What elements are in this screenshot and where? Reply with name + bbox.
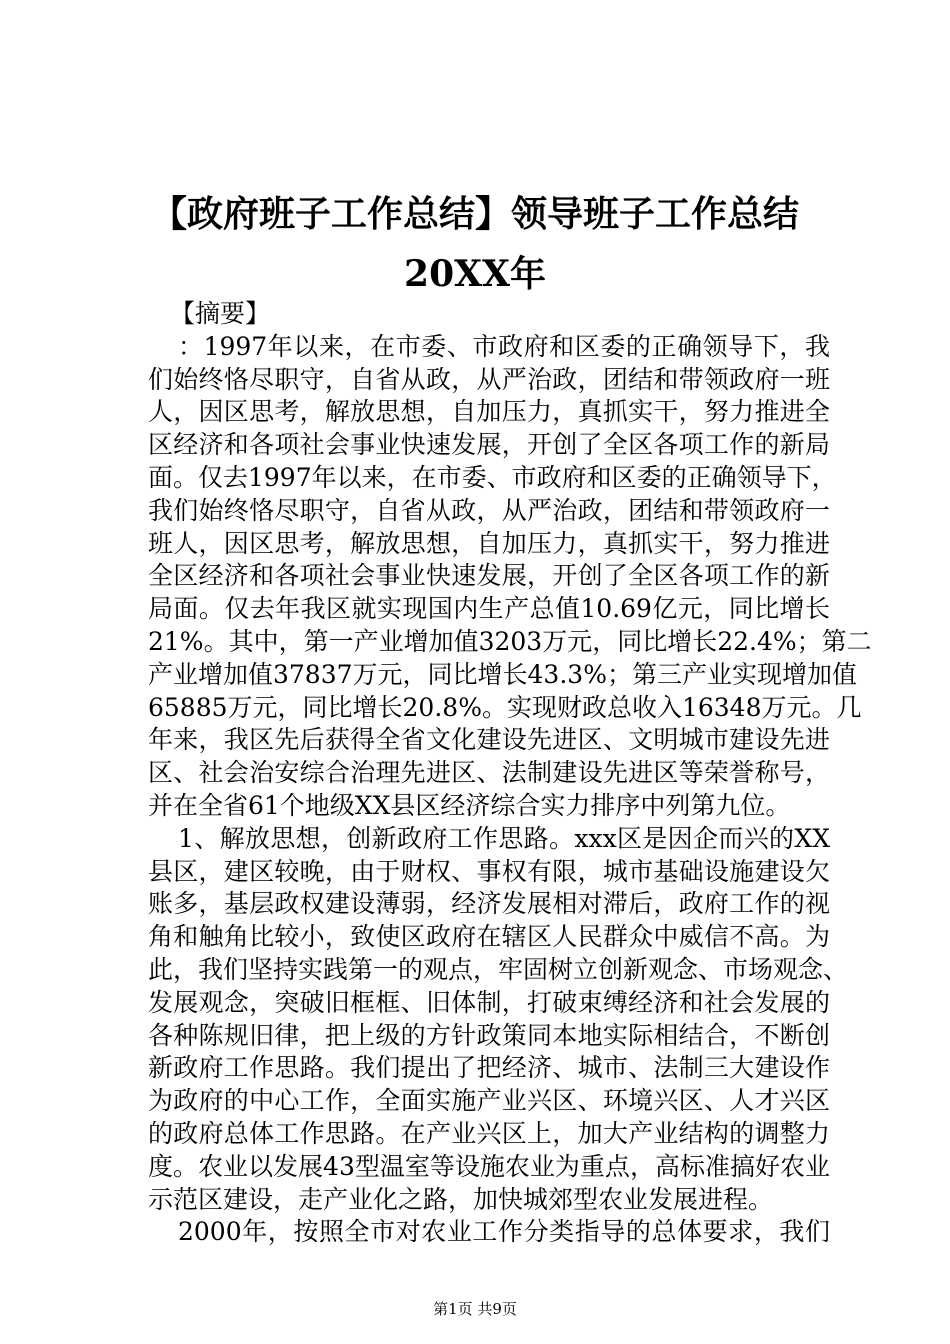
paragraph-line: 65885万元，同比增长20.8%。实现财政总收入16348万元。几 bbox=[148, 692, 862, 722]
paragraph-line: 此，我们坚持实践第一的观点，牢固树立创新观念、市场观念、 bbox=[148, 954, 849, 984]
paragraph-line: 各种陈规旧律，把上级的方针政策同本地实际相结合，不断创 bbox=[148, 1020, 830, 1050]
paragraph-line: 们始终恪尽职守，自省从政，从严治政，团结和带领政府一班 bbox=[148, 364, 830, 394]
paragraph-line: 账多，基层政权建设薄弱，经济发展相对滞后，政府工作的视 bbox=[148, 889, 830, 919]
paragraph-line: 度。农业以发展43型温室等设施农业为重点，高标准搞好农业 bbox=[148, 1151, 830, 1181]
paragraph-line: 年来，我区先后获得全省文化建设先进区、文明城市建设先进 bbox=[148, 725, 830, 755]
paragraph-line: 示范区建设，走产业化之路，加快城郊型农业发展进程。 bbox=[148, 1184, 774, 1214]
paragraph-line: 面。仅去1997年以来，在市委、市政府和区委的正确领导下， bbox=[148, 462, 837, 492]
paragraph-line: ：1997年以来，在市委、市政府和区委的正确领导下，我 bbox=[178, 331, 830, 361]
paragraph-line: 并在全省61个地级XX县区经济综合实力排序中列第九位。 bbox=[148, 790, 791, 820]
paragraph-line: 产业增加值37837万元，同比增长43.3%；第三产业实现增加值 bbox=[148, 659, 857, 689]
paragraph-line: 全区经济和各项社会事业快速发展，开创了全区各项工作的新 bbox=[148, 561, 830, 591]
paragraph-line: 区经济和各项社会事业快速发展，开创了全区各项工作的新局 bbox=[148, 430, 830, 460]
paragraph-line: 班人，因区思考，解放思想，自加压力，真抓实干，努力推进 bbox=[148, 528, 830, 558]
page-footer: 第1页 共9页 bbox=[433, 1300, 517, 1318]
paragraph-line: 局面。仅去年我区就实现国内生产总值10.69亿元，同比增长 bbox=[148, 594, 830, 624]
paragraph-line: 发展观念，突破旧框框、旧体制，打破束缚经济和社会发展的 bbox=[148, 987, 830, 1017]
paragraph-line: 县区，建区较晚，由于财权、事权有限，城市基础设施建设欠 bbox=[148, 856, 830, 886]
paragraph-line: 角和触角比较小，致使区政府在辖区人民群众中威信不高。为 bbox=[148, 922, 830, 952]
paragraph-line: 21%。其中，第一产业增加值3203万元，同比增长22.4%；第二 bbox=[148, 626, 872, 656]
document-title: 【政府班子工作总结】领导班子工作总结 bbox=[150, 193, 799, 235]
paragraph-line: 区、社会治安综合治理先进区、法制建设先进区等荣誉称号， bbox=[148, 758, 830, 788]
paragraph-line: 为政府的中心工作，全面实施产业兴区、环境兴区、人才兴区 bbox=[148, 1086, 830, 1116]
paragraph-line: 新政府工作思路。我们提出了把经济、城市、法制三大建设作 bbox=[148, 1053, 830, 1083]
abstract-label: 【摘要】 bbox=[170, 299, 271, 328]
paragraph-line: 的政府总体工作思路。在产业兴区上，加大产业结构的调整力 bbox=[148, 1118, 830, 1148]
paragraph-line: 我们始终恪尽职守，自省从政，从严治政，团结和带领政府一 bbox=[148, 495, 830, 525]
paragraph-line: 2000年，按照全市对农业工作分类指导的总体要求，我们 bbox=[178, 1217, 830, 1247]
document-title-year: 20XX年 bbox=[404, 253, 546, 295]
paragraph-line: 人，因区思考，解放思想，自加压力，真抓实干，努力推进全 bbox=[148, 397, 830, 427]
paragraph-line: 1、解放思想，创新政府工作思路。xxx区是因企而兴的XX bbox=[178, 823, 830, 853]
document-body bbox=[148, 298, 872, 1249]
